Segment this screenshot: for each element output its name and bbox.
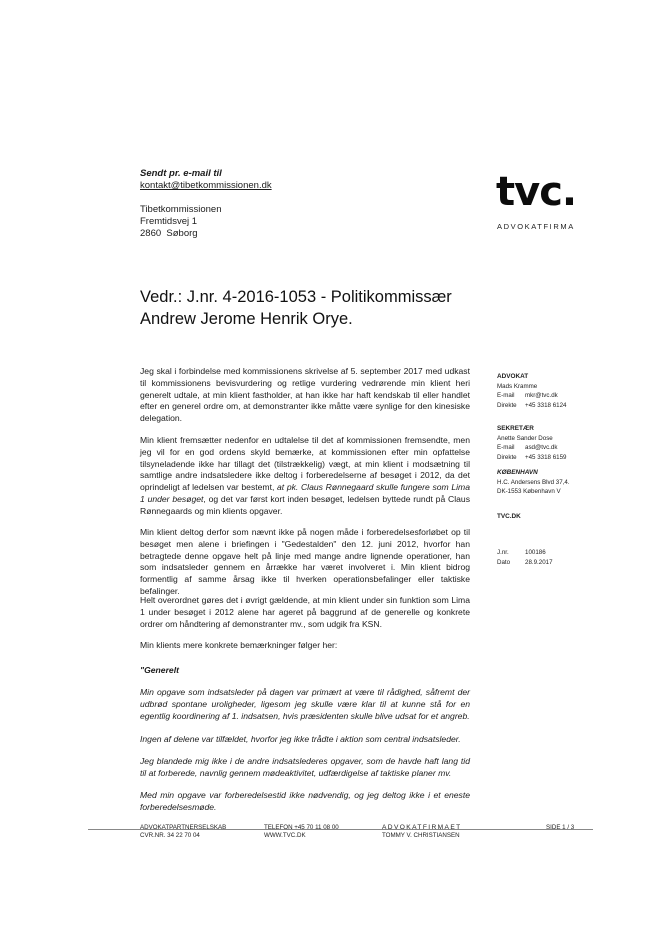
sidebar-advokat <box>497 372 617 410</box>
recipient-email: kontakt@tibetkommissionen.dk <box>140 180 272 191</box>
paragraph-3-text: Min klient deltog derfor som nævnt ikke på nogen måde i forberedelsesforløbet op til besøget men alene i briefingen i "Gedestalden" den 12. juni 2012, hvorfor han betragtede denne opgave helt på linje med mange andre lignende operationer, han som indsatsleder gennem en årrække har været involveret i. Min klient bidrog formentlig af samme årsag ikke til hverken operationsbefalinger eller taktiske befalinger. <box>140 527 470 596</box>
recipient-name: Tibetkommissionen <box>140 204 222 215</box>
jnr-row <box>497 548 617 558</box>
footer-page-number: SIDE 1 / 3 <box>546 824 575 831</box>
quote-2: Ingen af delene var tilfældet, hvorfor jeg ikke trådte i aktion som central indsatsleder. <box>140 734 461 744</box>
send-note: Sendt pr. e-mail til <box>140 168 222 179</box>
advokat-name: Mads Kramme <box>497 382 538 390</box>
footer-firm <box>140 824 226 840</box>
paragraph-2-text <box>140 435 470 518</box>
city-label: KØBENHAVN <box>497 469 538 476</box>
footer-contact <box>264 824 339 840</box>
recipient-street: Fremtidsvej 1 <box>140 216 198 227</box>
email-label: E-mail <box>497 392 515 399</box>
direct-label: Direkte <box>497 453 517 461</box>
footer-firm-name: ADVOKATFIRMAET <box>382 824 462 831</box>
sekretaer-email-row <box>497 443 617 453</box>
sidebar-reference <box>497 548 617 567</box>
sekretaer-email: asd@tvc.dk <box>525 444 558 451</box>
sekretaer-phone-row <box>497 453 617 463</box>
quote-1: Min opgave som indsatsleder på dagen var primært at være til rådighed, såfremt der udbrød spontane uroligheder, ligesom jeg skulle være klar til at kunne stå for en egentlig koordinering af 1. indsatsen, hvis præsidenten skulle blive udsat for et angreb. <box>140 687 470 721</box>
sekretaer-label: SEKRETÆR <box>497 425 534 432</box>
recipient-block <box>140 168 272 240</box>
sekretaer-phone: +45 3318 6159 <box>525 453 567 461</box>
recipient-city: 2860 Søborg <box>140 228 198 239</box>
paragraph-1-text: Jeg skal i forbindelse med kommissionens skrivelse af 5. september 2017 med udkast til kommissionens bevisvurdering og retlige vurdering vedrørende min klient heri generelt udtale, at min klient fastholder, at han ikke har haft kendskab til eller handlet efter en generel ordre om, at demonstranter ikke måtte være synlige for den kinesiske delegation. <box>140 366 470 424</box>
paragraph-5 <box>140 640 470 652</box>
paragraph-2-plain: Min klient fremsætter nedenfor en udtalelse til det af kommissionen fremsendte, men jeg vil for en god ordens skyld bemærke, at kommissionen efter min opfattelse tilsyneladende ikke har tillagt det (tilstrækkelig) vægt, at min klient i modsætning til samtlige andre indsatsledere ikke deltog i forberedelserne af besøget i 2012, da det oprindeligt af ledelsen var bestemt, <box>140 435 470 493</box>
footer-firm-line1: ADVOKATPARTNERSELSKAB <box>140 824 227 831</box>
advokat-email: mkr@tvc.dk <box>525 392 558 399</box>
jnr-label: J.nr. <box>497 549 509 556</box>
paragraph-2-end: , og det var først kort inden besøget, ledelsen byttede rundt på Claus Rønnegaards og min klients opgaver. <box>140 493 470 516</box>
office-address-2: DK-1553 København V <box>497 488 561 495</box>
footer-partner-name: TOMMY V. CHRISTIANSEN <box>382 832 460 839</box>
footer-web: WWW.TVC.DK <box>264 832 306 839</box>
direct-label: Direkte <box>497 401 517 409</box>
date-row <box>497 558 617 568</box>
footer-phone: TELEFON +45 70 11 08 00 <box>264 824 339 831</box>
advokat-email-row <box>497 391 617 401</box>
email-label: E-mail <box>497 444 515 451</box>
paragraph-4-text: Helt overordnet gøres det i øvrigt gældende, at min klient under sin funktion som Lima 1 under besøget i 2012 alene har ageret på baggrund af de generelle og konkrete ordrer om håndtering af demonstranter mv., som udgik fra KSN. <box>140 595 470 629</box>
tvc-logo: tvc. <box>496 169 577 215</box>
quote-4: Med min opgave var forberedelsestid ikke nødvendig, og jeg deltog ikke i et eneste forberedelsesmøde. <box>140 790 470 812</box>
paragraph-5-text: Min klients mere konkrete bemærkninger følger her: <box>140 640 338 650</box>
paragraph-2-italic: at pk. Claus Rønnegaard skulle fungere som Lima 1 under besøget <box>140 482 470 504</box>
advokat-phone-row <box>497 401 617 411</box>
sidebar-web <box>497 512 617 522</box>
section-heading: "Generelt <box>140 665 179 675</box>
paragraph-2 <box>140 435 470 518</box>
advokat-label: ADVOKAT <box>497 373 529 380</box>
quote-3: Jeg blandede mig ikke i de andre indsatslederes opgaver, som de havde haft lang tid til at forberede, navnlig gennem mødeaktivitet, udfærdigelse af taktiske planer mv. <box>140 756 470 778</box>
paragraph-3 <box>140 527 470 598</box>
date-label: Dato <box>497 558 511 566</box>
sekretaer-name: Anette Sander Dose <box>497 434 553 442</box>
footer-partner <box>382 824 462 840</box>
date-value: 28.9.2017 <box>525 558 553 566</box>
sidebar-sekretaer <box>497 424 617 462</box>
paragraph-1 <box>140 366 470 425</box>
jnr-value: 100186 <box>525 549 546 556</box>
paragraph-4 <box>140 595 470 630</box>
sidebar-office <box>497 468 617 497</box>
advokat-phone: +45 3318 6124 <box>525 401 567 409</box>
footer-cvr: CVR.NR. 34 22 70 04 <box>140 832 200 839</box>
office-address-1: H.C. Andersens Blvd 37,4. <box>497 478 570 486</box>
tvc-logo-subtitle: ADVOKATFIRMA <box>497 222 575 231</box>
web-label: TVC.DK <box>497 513 521 520</box>
subject-line: Vedr.: J.nr. 4-2016-1053 - Politikommissær Andrew Jerome Henrik Orye. <box>140 288 452 328</box>
